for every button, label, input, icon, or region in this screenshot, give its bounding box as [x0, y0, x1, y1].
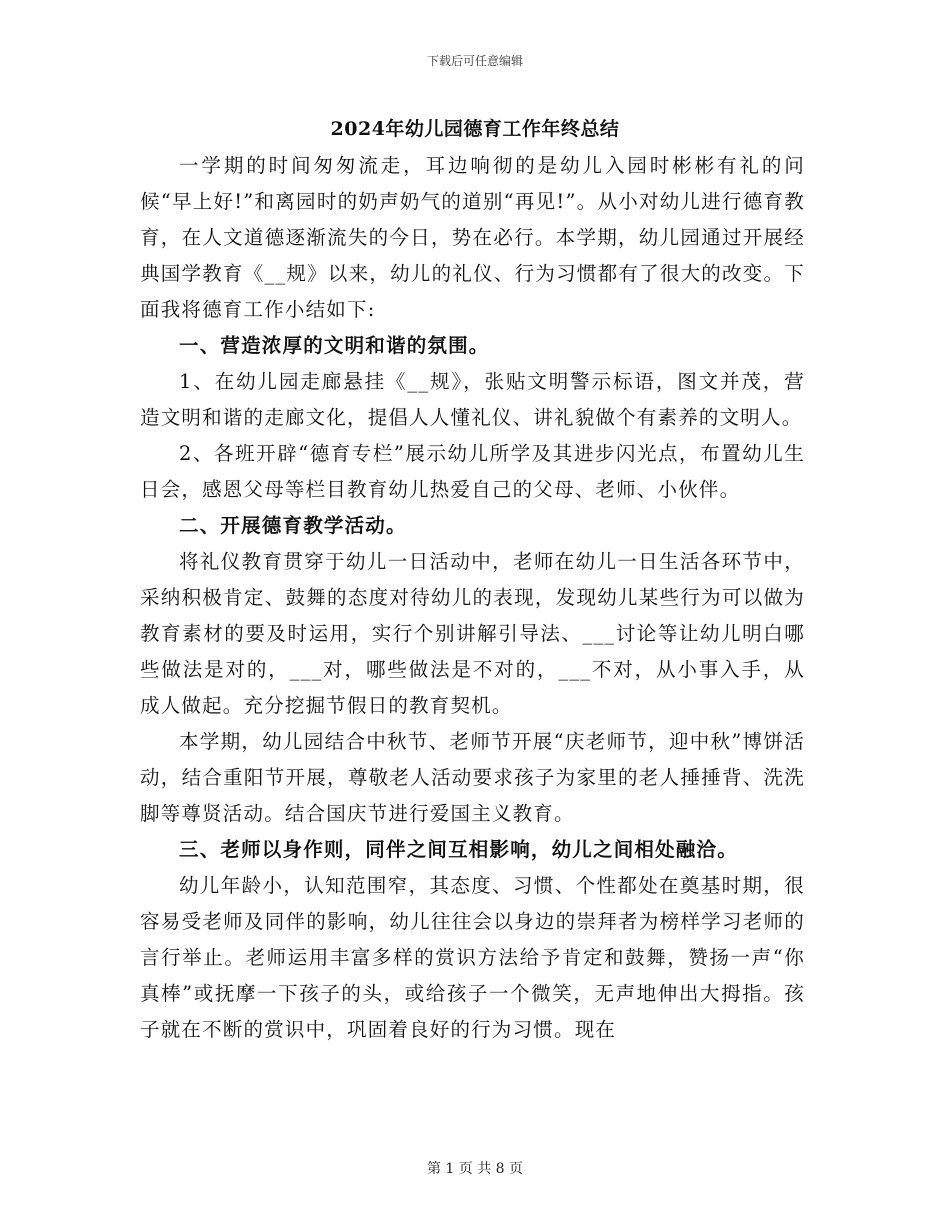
section-heading-2: 二、开展德育教学活动。: [179, 514, 407, 537]
paragraph-1-1: 1、在幼儿园走廊悬挂《__规》，张贴文明警示标语，图文并茂，营造文明和谐的走廊文化，提倡人人懂礼仪、讲礼貌做个有素养的文明人。: [140, 370, 805, 429]
header-note: 下载后可任意编辑: [426, 54, 523, 68]
paragraph-intro: 一学期的时间匆匆流走，耳边响彻的是幼儿入园时彬彬有礼的问候“早上好!”和离园时的奶声奶气的道别“再见!”。从小对幼儿进行德育教育，在人文道德逐渐流失的今日，势在必行。本学期，幼儿园通过开展经典国学教育《__规》以来，幼儿的礼仪、行为习惯都有了很大的改变。下面我将德育工作小结如下:: [140, 154, 805, 321]
paragraph-2-2: 本学期，幼儿园结合中秋节、老师节开展“庆老师节，迎中秋”博饼活动，结合重阳节开展，尊敬老人活动要求孩子为家里的老人捶捶背、洗洗脚等尊贤活动。结合国庆节进行爱国主义教育。: [140, 730, 805, 825]
paragraph-3-1: 幼儿年龄小，认知范围窄，其态度、习惯、个性都处在奠基时期，很容易受老师及同伴的影响，幼儿往往会以身边的崇拜者为榜样学习老师的言行举止。老师运用丰富多样的赏识方法给予肯定和鼓舞，赞扬一声“你真棒”或抚摩一下孩子的头，或给孩子一个微笑，无声地伸出大拇指。孩子就在不断的赏识中，巩固着良好的行为习惯。现在: [140, 874, 805, 1041]
section-heading-1: 一、营造浓厚的文明和谐的氛围。: [179, 334, 490, 357]
document-body: [140, 148, 805, 1048]
paragraph-1-2: 2、各班开辟“德育专栏”展示幼儿所学及其进步闪光点，布置幼儿生日会，感恩父母等栏目教育幼儿热爱自己的父母、老师、小伙伴。: [140, 442, 805, 501]
section-heading-3: 三、老师以身作则，同伴之间互相影响，幼儿之间相处融洽。: [179, 838, 738, 861]
paragraph-2-1: 将礼仪教育贯穿于幼儿一日活动中，老师在幼儿一日生活各环节中，采纳积极肯定、鼓舞的态度对待幼儿的表现，发现幼儿某些行为可以做为教育素材的要及时运用，实行个别讲解引导法、___讨论等让幼儿明白哪些做法是对的，___对，哪些做法是不对的，___不对，从小事入手，从成人做起。充分挖掘节假日的教育契机。: [140, 550, 805, 717]
document-title: 2024年幼儿园德育工作年终总结: [330, 118, 620, 140]
page-number: 第 1 页 共 8 页: [426, 1161, 524, 1177]
